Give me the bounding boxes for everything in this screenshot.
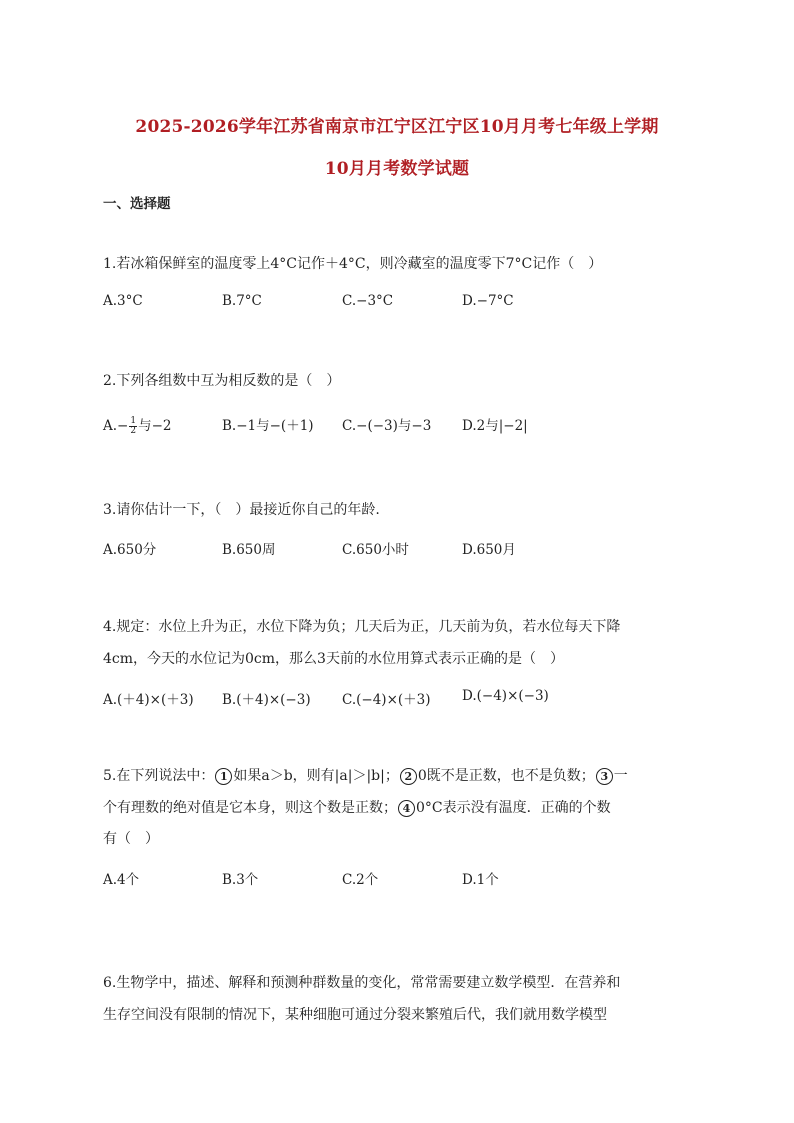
option-a-suffix: 与−2: [138, 418, 172, 434]
page-subtitle: 10月月考数学试题: [324, 159, 470, 179]
question-5-text-line-2: [103, 793, 703, 823]
question-1-options: [103, 293, 703, 317]
text-segment: 个有理数的绝对值是它本身，则这个数是正数；: [103, 800, 397, 816]
question-5-options: [103, 868, 703, 892]
option-a-prefix: A.−: [103, 418, 129, 434]
circled-number-3: 3: [596, 768, 613, 785]
option-c: C.2个: [342, 872, 379, 888]
question-3-options: [103, 538, 703, 562]
circled-number-4: 4: [398, 800, 415, 817]
circled-number-1: 1: [215, 768, 232, 785]
text-segment: 5.在下列说法中：: [103, 768, 215, 784]
text-segment: 如果a＞b，则有|a|＞|b|；: [233, 768, 399, 784]
question-6-text-line-2: 生存空间没有限制的情况下，某种细胞可通过分裂来繁殖后代，我们就用数学模型: [103, 1007, 607, 1023]
text-segment: 一: [613, 768, 628, 784]
question-4-text-line-1: 4.规定：水位上升为正，水位下降为负；几天后为正，几天前为负，若水位每天下降: [103, 619, 621, 635]
option-d: D.650月: [462, 542, 516, 558]
option-c: C.−(−3)与−3: [342, 418, 432, 434]
option-b: B.650周: [222, 542, 276, 558]
question-6-text-line-1: 6.生物学中，描述、解释和预测种群数量的变化，常常需要建立数学模型．在营养和: [103, 975, 621, 991]
question-5-text-line-1: [103, 761, 703, 791]
option-d: D.−7°C: [462, 293, 514, 309]
section-heading: 一、选择题: [103, 196, 171, 212]
option-c: C.650小时: [342, 542, 409, 558]
option-b: B.7°C: [222, 293, 262, 309]
question-3-text: 3.请你估计一下，（ ）最接近你自己的年龄.: [103, 502, 380, 518]
option-d: D.1个: [462, 872, 499, 888]
option-a: A.3°C: [103, 293, 143, 309]
option-d: D.(−4)×(−3): [462, 688, 549, 704]
question-5-text-line-3: 有（ ）: [103, 831, 159, 847]
fraction-denominator: 2: [130, 426, 137, 436]
option-a: A.650分: [103, 542, 157, 558]
question-4-text-line-2: 4cm，今天的水位记为0cm，那么3天前的水位用算式表示正确的是（ ）: [103, 651, 564, 667]
question-1-text: 1.若冰箱保鲜室的温度零上4°C记作＋4°C，则冷藏室的温度零下7°C记作（ ）: [103, 256, 603, 272]
question-2-options: [103, 414, 703, 438]
question-4-options: [103, 688, 703, 712]
question-2-text: 2.下列各组数中互为相反数的是（ ）: [103, 373, 341, 389]
option-a: A.(＋4)×(＋3): [103, 692, 194, 708]
option-b: B.(＋4)×(−3): [222, 692, 311, 708]
page-title: 2025-2026学年江苏省南京市江宁区江宁区10月月考七年级上学期: [135, 117, 659, 137]
option-b: B.3个: [222, 872, 259, 888]
option-a: A.4个: [103, 872, 140, 888]
circled-number-2: 2: [400, 768, 417, 785]
fraction-numerator: 1: [130, 416, 137, 426]
option-b: B.−1与−(＋1): [222, 418, 314, 434]
option-d: D.2与|−2|: [462, 418, 528, 434]
option-c: C.−3°C: [342, 293, 394, 309]
option-c: C.(−4)×(＋3): [342, 692, 431, 708]
fraction: [129, 417, 137, 436]
text-segment: 0°C表示没有温度．正确的个数: [416, 800, 611, 816]
option-a: [103, 414, 172, 436]
text-segment: 0既不是正数，也不是负数；: [417, 768, 595, 784]
